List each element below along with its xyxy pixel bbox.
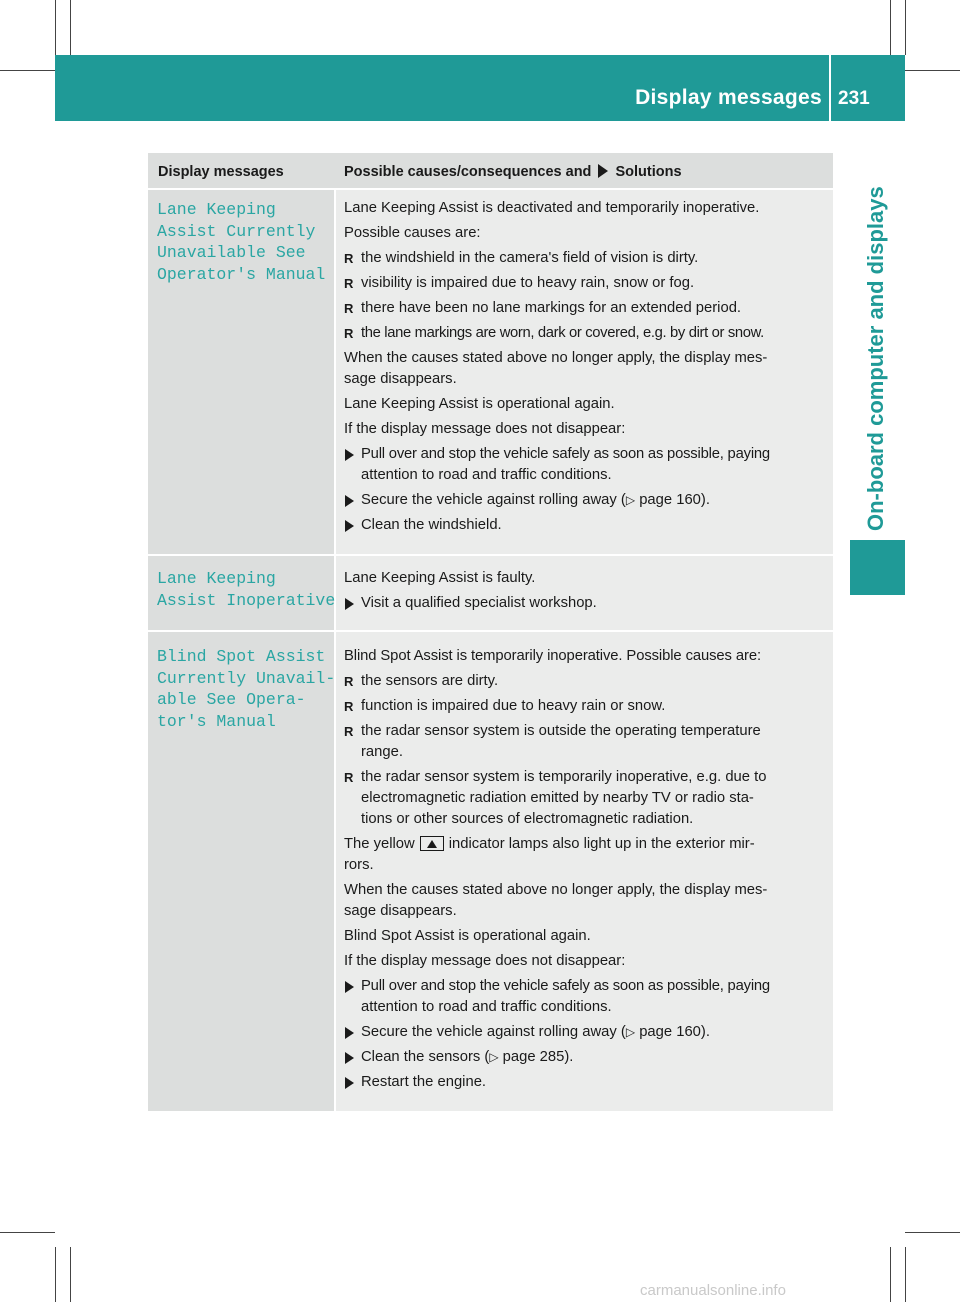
bullet-line: tions or other sources of electromagnetic radiation. bbox=[361, 811, 694, 827]
table-row bbox=[148, 190, 833, 556]
solution-cell bbox=[336, 190, 833, 554]
action-arrow-icon bbox=[345, 449, 354, 461]
bullet-line: range. bbox=[361, 744, 403, 760]
paragraph bbox=[344, 369, 829, 390]
action-text: Clean the windshield. bbox=[361, 517, 502, 533]
action-text: Restart the engine. bbox=[361, 1074, 487, 1090]
bullet-item bbox=[344, 273, 829, 294]
action-step bbox=[344, 515, 829, 536]
action-line: attention to road and traffic conditions. bbox=[361, 467, 612, 483]
page-reference[interactable]: page 285). bbox=[498, 1049, 574, 1065]
paragraph-text: indicator lamps also light up in the exterior mir- bbox=[448, 836, 755, 852]
display-message-line: Lane Keeping bbox=[157, 569, 276, 588]
bullet-icon: R bbox=[344, 326, 354, 341]
bullet-text: function is impaired due to heavy rain or snow. bbox=[361, 698, 666, 714]
bullet-text: the sensors are dirty. bbox=[361, 673, 499, 689]
bullet-text: there have been no lane markings for an extended period. bbox=[361, 300, 742, 316]
action-arrow-icon bbox=[345, 1052, 354, 1064]
bullet-icon: R bbox=[344, 674, 354, 689]
table-row bbox=[148, 556, 833, 632]
bullet-line: the radar sensor system is temporarily inoperative, e.g. due to bbox=[361, 769, 767, 785]
bullet-item bbox=[344, 767, 829, 830]
bullet-icon: R bbox=[344, 301, 354, 316]
paragraph: If the display message does not disappear: bbox=[344, 421, 626, 437]
action-step bbox=[344, 1022, 829, 1043]
action-text: Visit a qualified specialist workshop. bbox=[361, 595, 597, 611]
watermark: carmanualsonline.info bbox=[640, 1282, 786, 1299]
display-message-line: Assist Currently bbox=[157, 221, 316, 241]
display-message-line: Lane Keeping bbox=[157, 200, 276, 219]
blind-spot-warning-icon bbox=[420, 836, 444, 851]
bullet-icon: R bbox=[344, 699, 354, 714]
paragraph: Possible causes are: bbox=[344, 225, 481, 241]
table-row bbox=[148, 632, 833, 1111]
action-step bbox=[344, 1072, 829, 1093]
paragraph bbox=[344, 834, 829, 855]
bullet-icon: R bbox=[344, 770, 354, 785]
crop-mark bbox=[890, 0, 891, 55]
display-message-line: Unavailable See bbox=[157, 243, 306, 262]
paragraph: Lane Keeping Assist is deactivated and temporarily inoperative. bbox=[344, 200, 760, 216]
page-reference-icon: ▷ bbox=[625, 493, 636, 507]
bullet-item bbox=[344, 248, 829, 269]
bullet-icon: R bbox=[344, 276, 354, 291]
action-step bbox=[344, 593, 829, 614]
paragraph: Lane Keeping Assist is faulty. bbox=[344, 570, 536, 586]
bullet-item bbox=[344, 696, 829, 717]
paragraph-text: The yellow bbox=[344, 836, 415, 852]
action-arrow-icon bbox=[345, 495, 354, 507]
chapter-marker bbox=[850, 540, 905, 595]
action-step bbox=[344, 976, 829, 1018]
column-header-text: Possible causes/consequences and bbox=[344, 164, 592, 180]
display-message-line: Blind Spot Assist bbox=[157, 647, 326, 666]
column-header-text: Solutions bbox=[615, 164, 682, 180]
paragraph: sage disappears. bbox=[344, 903, 457, 919]
paragraph: rors. bbox=[344, 857, 374, 873]
action-step bbox=[344, 1047, 829, 1068]
bullet-item bbox=[344, 721, 829, 763]
bullet-text: the lane markings are worn, dark or covered, e.g. by dirt or snow. bbox=[361, 325, 764, 341]
paragraph-line: When the causes stated above no longer apply, the display mes- bbox=[344, 882, 768, 898]
header-separator bbox=[829, 55, 831, 121]
display-message-cell bbox=[148, 632, 336, 1111]
chapter-label: On-board computer and displays bbox=[863, 186, 888, 531]
paragraph: Blind Spot Assist is operational again. bbox=[344, 928, 591, 944]
paragraph: Lane Keeping Assist is operational again. bbox=[344, 396, 615, 412]
bullet-item bbox=[344, 298, 829, 319]
display-message-line: Assist Inoperative bbox=[157, 590, 336, 610]
page-reference[interactable]: page 160). bbox=[635, 1024, 710, 1040]
action-text: Secure the vehicle against rolling away ( bbox=[361, 1024, 626, 1040]
paragraph-line: When the causes stated above no longer apply, the display mes- bbox=[344, 350, 768, 366]
action-line: attention to road and traffic conditions. bbox=[361, 999, 612, 1015]
bullet-item bbox=[344, 323, 829, 344]
action-arrow-icon bbox=[345, 1027, 354, 1039]
action-line: Pull over and stop the vehicle safely as soon as possible, paying bbox=[361, 446, 770, 462]
table-header bbox=[148, 153, 833, 190]
crop-mark bbox=[55, 1247, 56, 1302]
bullet-icon: R bbox=[344, 724, 354, 739]
action-arrow-icon bbox=[598, 164, 608, 178]
solution-cell bbox=[336, 556, 833, 630]
paragraph bbox=[344, 348, 829, 369]
action-arrow-icon bbox=[345, 598, 354, 610]
bullet-text: visibility is impaired due to heavy rain, snow or fog. bbox=[361, 275, 695, 291]
crop-mark bbox=[0, 70, 55, 71]
crop-mark bbox=[905, 1247, 906, 1302]
action-arrow-icon bbox=[345, 520, 354, 532]
messages-table bbox=[148, 153, 833, 1111]
crop-mark bbox=[70, 0, 71, 55]
bullet-line: the radar sensor system is outside the operating temperature bbox=[361, 723, 761, 739]
bullet-icon: R bbox=[344, 251, 354, 266]
page-reference-icon: ▷ bbox=[625, 1025, 636, 1039]
crop-mark bbox=[70, 1247, 71, 1302]
column-header-messages: Display messages bbox=[158, 164, 284, 180]
crop-mark bbox=[905, 70, 960, 71]
bullet-item bbox=[344, 671, 829, 692]
paragraph-line: sage disappears. bbox=[344, 371, 457, 387]
crop-mark bbox=[905, 1232, 960, 1233]
paragraph bbox=[344, 880, 829, 901]
crop-mark bbox=[890, 1247, 891, 1302]
action-line: Pull over and stop the vehicle safely as soon as possible, paying bbox=[361, 978, 770, 994]
crop-mark bbox=[55, 0, 56, 55]
bullet-line: electromagnetic radiation emitted by nearby TV or radio sta- bbox=[361, 790, 754, 806]
action-step bbox=[344, 444, 829, 486]
column-header-solutions bbox=[336, 153, 833, 188]
action-arrow-icon bbox=[345, 981, 354, 993]
solution-cell bbox=[336, 632, 833, 1111]
action-step bbox=[344, 490, 829, 511]
page-reference[interactable]: page 160). bbox=[635, 492, 710, 508]
display-message-cell bbox=[148, 556, 336, 630]
section-title: Display messages bbox=[635, 86, 822, 109]
page-reference-icon: ▷ bbox=[489, 1050, 499, 1064]
bullet-text: the windshield in the camera's field of vision is dirty. bbox=[361, 250, 699, 266]
paragraph: If the display message does not disappear: bbox=[344, 953, 626, 969]
display-message-cell bbox=[148, 190, 336, 554]
display-message-line: Operator's Manual bbox=[157, 264, 326, 284]
action-text: Clean the sensors ( bbox=[361, 1049, 490, 1065]
display-message-line: able See Opera‐ bbox=[157, 690, 306, 709]
display-message-line: tor's Manual bbox=[157, 711, 276, 731]
action-arrow-icon bbox=[345, 1077, 354, 1089]
paragraph: Blind Spot Assist is temporarily inoperative. Possible causes are: bbox=[344, 648, 761, 664]
display-message-line: Currently Unavail‐ bbox=[157, 668, 336, 688]
action-text: Secure the vehicle against rolling away ( bbox=[361, 492, 626, 508]
crop-mark bbox=[0, 1232, 55, 1233]
page-number: 231 bbox=[838, 88, 870, 109]
crop-mark bbox=[905, 0, 906, 55]
